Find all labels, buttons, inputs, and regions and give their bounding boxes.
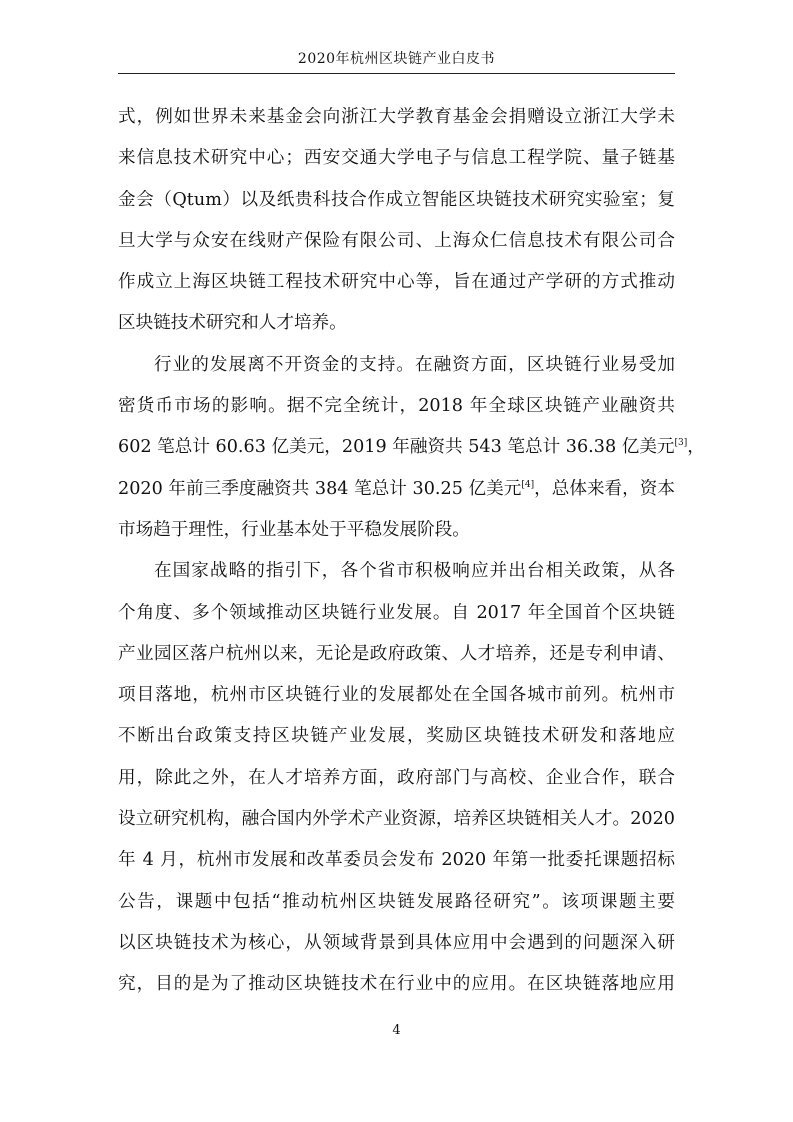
text-line: 区块链技术研究和人才培养。: [118, 313, 347, 334]
header-rule: [118, 73, 675, 74]
text-line: 行业的发展离不开资金的支持。在融资方面，区块链行业易受加: [154, 354, 675, 375]
text-line: 项目落地，杭州市区块链行业的发展都处在全国各城市前列。杭州市: [118, 685, 675, 706]
text-line: 密货币市场的影响。据不完全统计，2018 年全球区块链产业融资共: [118, 396, 675, 417]
text-line: 作成立上海区块链工程技术研究中心等，旨在通过产学研的方式推动: [118, 272, 675, 293]
paragraph-1: [118, 97, 675, 345]
text-line: 用，除此之外，在人才培养方面，政府部门与高校、企业合作，联合: [118, 767, 675, 788]
text-segment: 2020 年前三季度融资共 384 笔总计 30.25 亿美元: [118, 478, 522, 499]
text-line: 来信息技术研究中心；西安交通大学电子与信息工程学院、量子链基: [118, 148, 675, 169]
text-segment: ，: [687, 437, 705, 458]
text-line: [118, 427, 705, 468]
text-line: 旦大学与众安在线财产保险有限公司、上海众仁信息技术有限公司合: [118, 230, 675, 251]
running-header: 2020年杭州区块链产业白皮书: [297, 51, 496, 67]
text-segment: ，总体来看，资本: [534, 478, 675, 499]
paragraph-3: [118, 551, 675, 1005]
text-line: 金会（Qtum）以及纸贵科技合作成立智能区块链技术研究实验室；复: [118, 189, 675, 210]
citation-3: [3]: [674, 438, 688, 449]
text-line: 在国家战略的指引下，各个省市积极响应并出台相关政策，从各: [154, 561, 675, 582]
text-line: 究，目的是为了推动区块链技术在行业中的应用。在区块链落地应用: [118, 974, 675, 995]
text-line: 不断出台政策支持区块链产业发展，奖励区块链技术研发和落地应: [118, 726, 675, 747]
text-line: 年 4 月，杭州市发展和改革委员会发布 2020 年第一批委托课题招标: [118, 850, 675, 871]
text-line: 个角度、多个领域推动区块链行业发展。自 2017 年全国首个区块链: [118, 602, 675, 623]
citation-4: [4]: [521, 479, 535, 490]
text-segment: 602 笔总计 60.63 亿美元，2019 年融资共 543 笔总计 36.38 亿美元: [118, 437, 675, 458]
text-line: 设立研究机构，融合国内外学术产业资源，培养区块链相关人才。2020: [118, 809, 675, 830]
page-number: 4: [392, 1023, 401, 1038]
text-line: 公告，课题中包括“推动杭州区块链发展路径研究”。该项课题主要: [118, 891, 675, 912]
text-line: 以区块链技术为核心，从领域背景到具体应用中会遇到的问题深入研: [118, 932, 675, 953]
text-line: 市场趋于理性，行业基本处于平稳发展阶段。: [118, 519, 470, 540]
text-line: [118, 469, 675, 510]
text-line: 式，例如世界未来基金会向浙江大学教育基金会捐赠设立浙江大学未: [118, 107, 675, 127]
body-text: [118, 97, 705, 1006]
paragraph-2: [118, 345, 705, 551]
text-line: 产业园区落户杭州以来，无论是政府政策、人才培养，还是专利申请、: [118, 643, 675, 664]
